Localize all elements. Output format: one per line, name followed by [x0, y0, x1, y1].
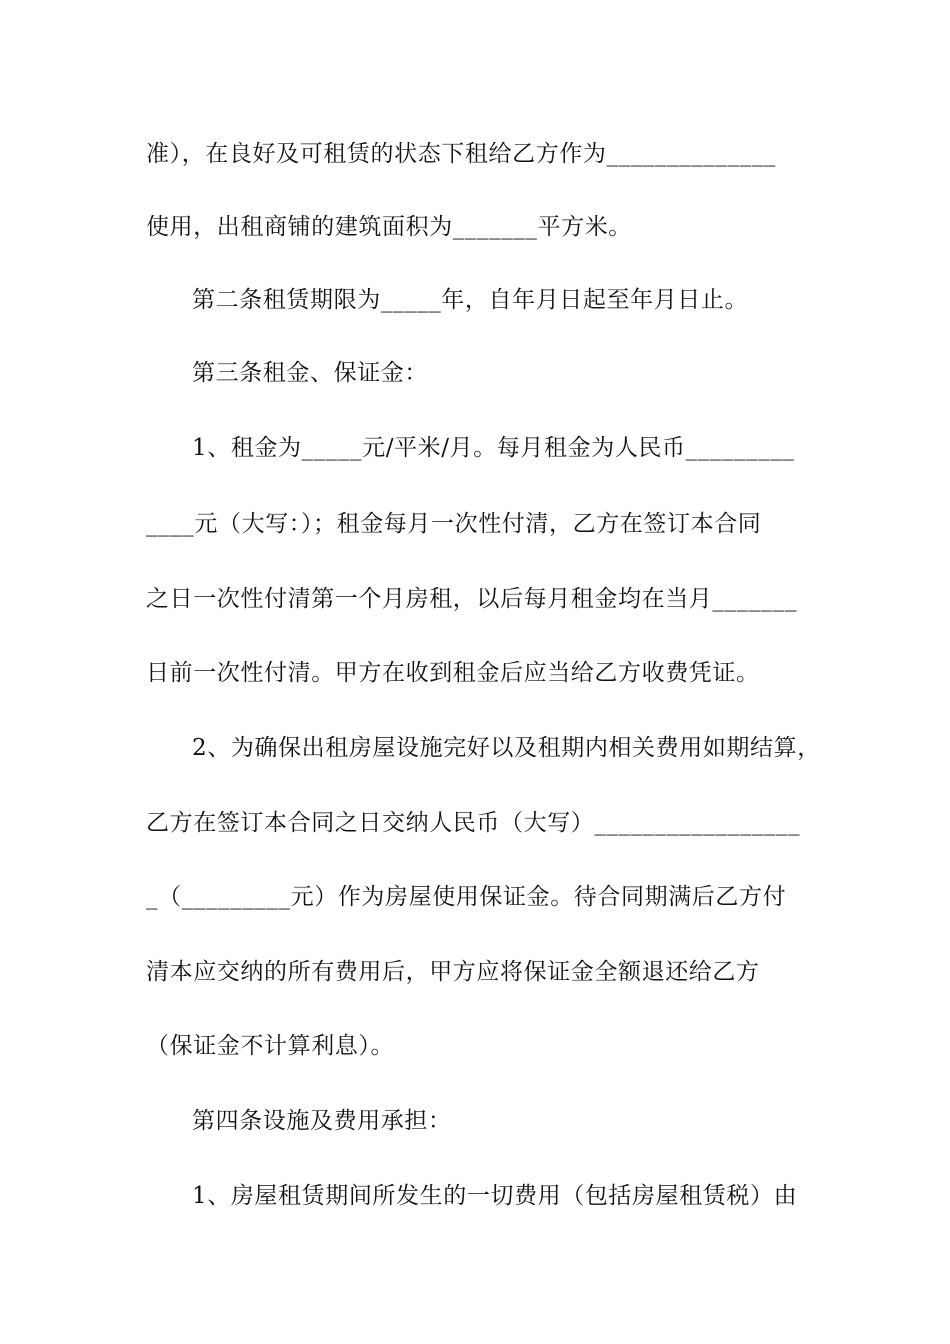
clause-3-1-line-2: ____元（大写：）；租金每月一次性付清，乙方在签订本合同	[146, 511, 762, 537]
article-3-heading: 第三条租金、保证金：	[192, 360, 428, 386]
clause-3-2-line-4: 清本应交纳的所有费用后，甲方应将保证金全额退还给乙方	[146, 959, 760, 985]
text-line-1: 准），在良好及可租赁的状态下租给乙方作为______________	[146, 141, 776, 167]
clause-3-1-line-4: 日前一次性付清。甲方在收到租金后应当给乙方收费凭证。	[146, 660, 760, 686]
text-line-2: 使用，出租商铺的建筑面积为_______平方米。	[146, 214, 632, 240]
clause-3-1-line-3: 之日一次性付清第一个月房租，以后每月租金均在当月_______	[146, 586, 798, 612]
clause-3-2-line-2: 乙方在签订本合同之日交纳人民币（大写）_________________	[146, 810, 801, 836]
clause-4-1-line-1: 1、房屋租赁期间所发生的一切费用（包括房屋租赁税）由	[192, 1183, 798, 1209]
article-4-heading: 第四条设施及费用承担：	[192, 1108, 452, 1134]
clause-3-2-line-3: _（_________元）作为房屋使用保证金。待合同期满后乙方付	[146, 884, 787, 910]
article-2-term: 第二条租赁期限为_____年，自年月日起至年月日止。	[192, 287, 749, 313]
clause-3-1-line-1: 1、租金为_____元/平米/月。每月租金为人民币_________	[192, 435, 795, 461]
clause-3-2-line-1: 2、为确保出租房屋设施完好以及租期内相关费用如期结算，	[192, 735, 821, 761]
clause-3-2-line-5: （保证金不计算利息）。	[146, 1033, 395, 1059]
